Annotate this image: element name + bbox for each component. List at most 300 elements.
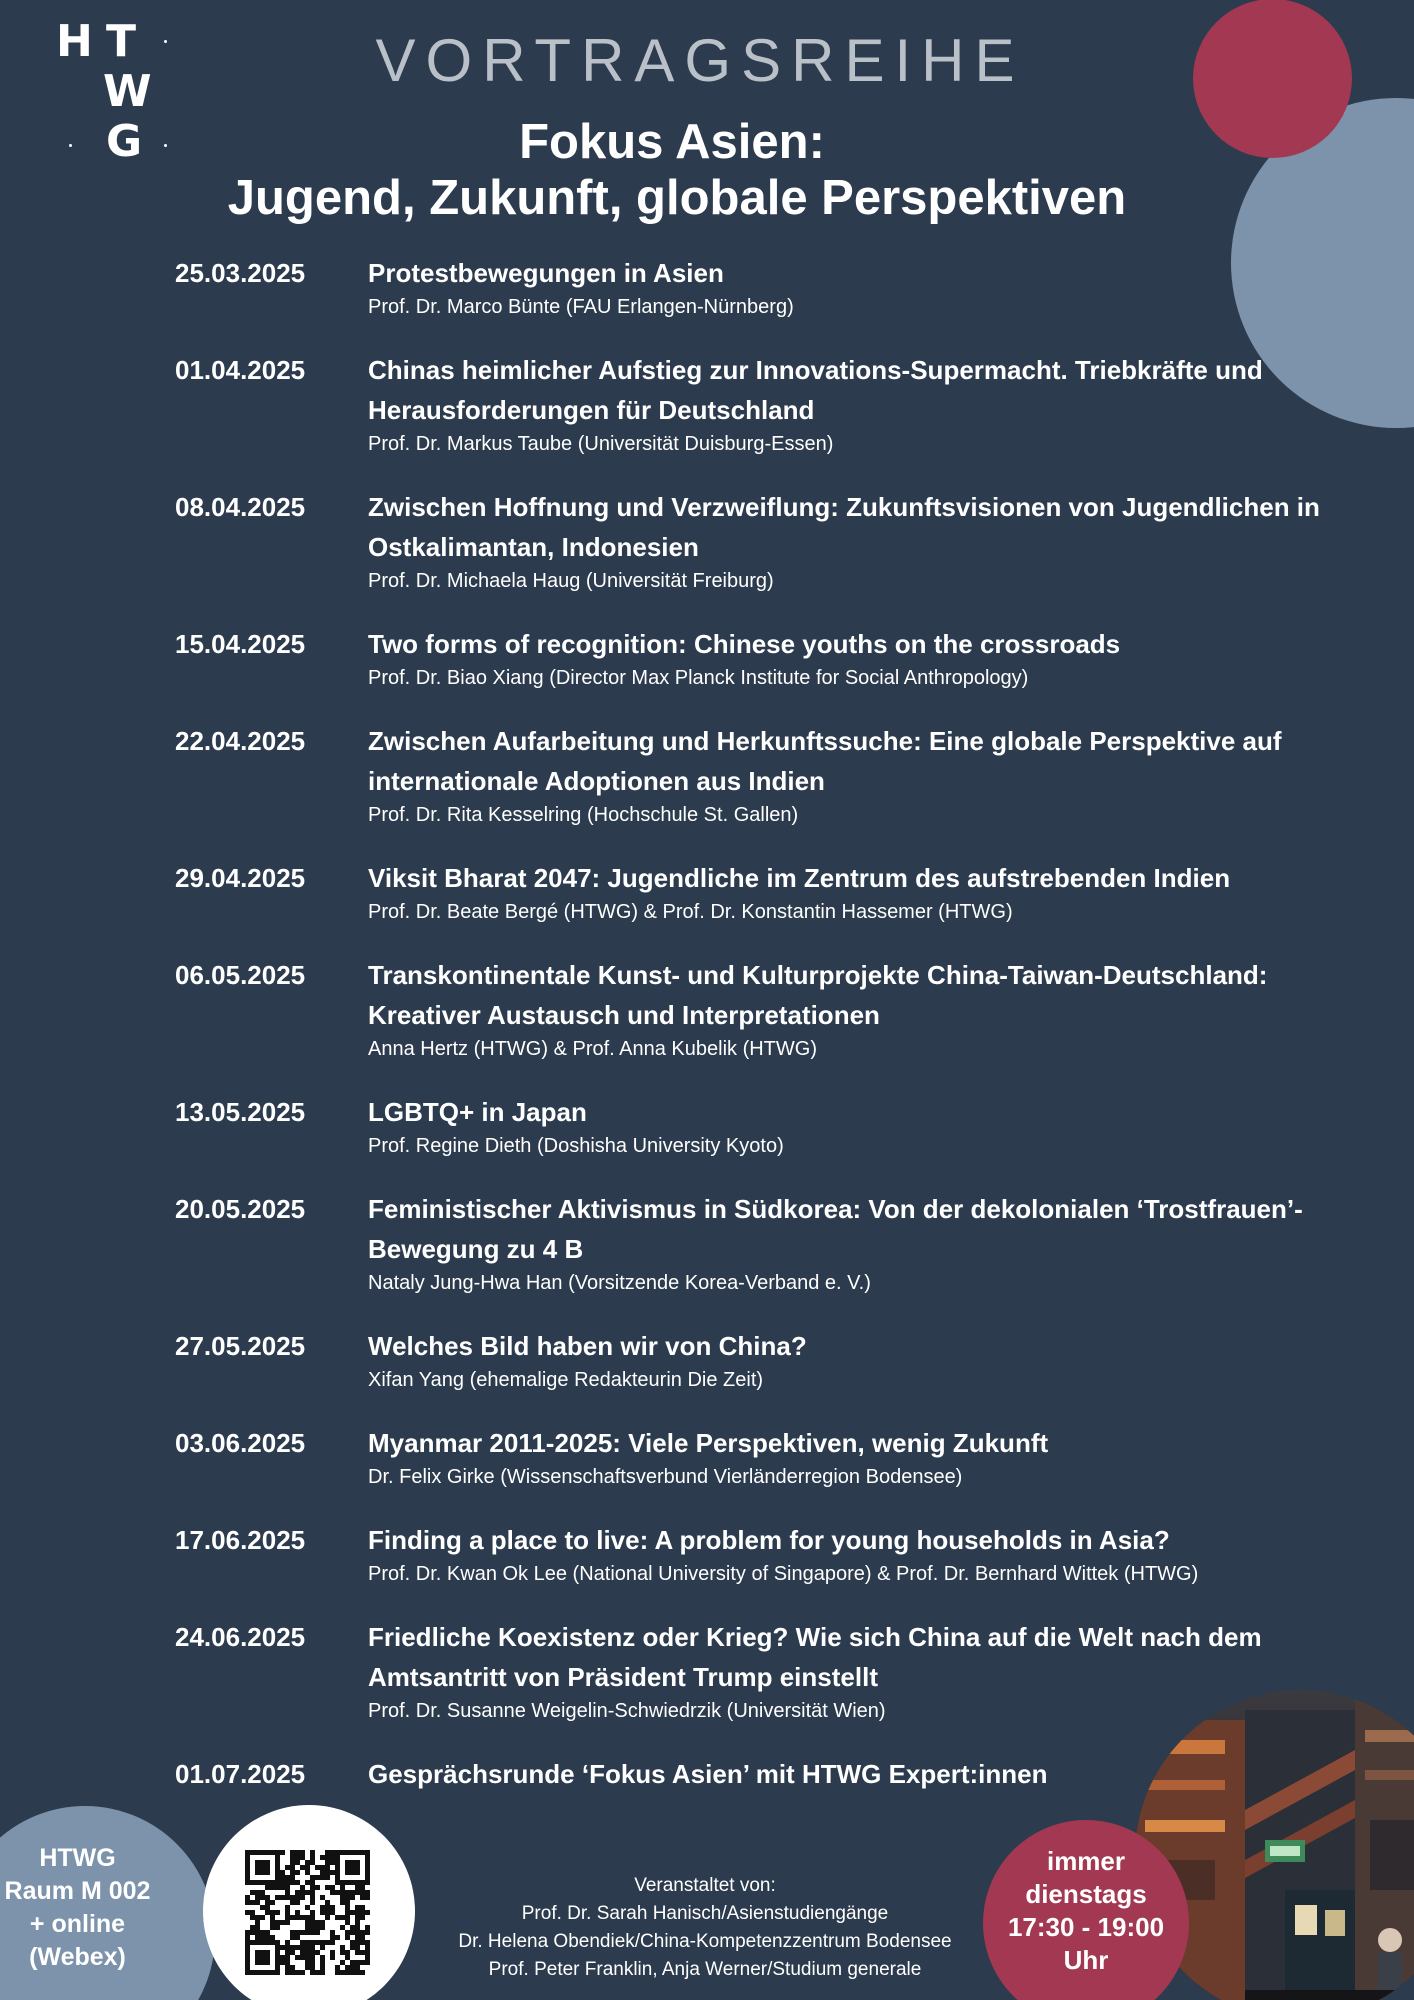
time-info (983, 1845, 1189, 1977)
qr-module (255, 1900, 260, 1905)
qr-module (355, 1960, 360, 1965)
qr-module (365, 1895, 370, 1900)
event-title: Welches Bild haben wir von China? (368, 1331, 807, 1361)
qr-module (285, 1865, 290, 1870)
qr-module (320, 1945, 325, 1950)
qr-module (360, 1940, 365, 1945)
qr-module (310, 1895, 315, 1900)
event-item (175, 350, 1325, 458)
qr-module (310, 1885, 315, 1890)
qr-module (310, 1945, 315, 1950)
qr-module (295, 1930, 300, 1935)
qr-module (345, 1935, 350, 1940)
logo-letter-w: W (103, 66, 152, 117)
qr-module (265, 1900, 270, 1905)
venue-info (0, 1842, 155, 1974)
event-title: Zwischen Aufarbeitung und Herkunftssuche: Eine globale Perspektive auf internationale Adoptionen aus Indien (368, 726, 1282, 796)
event-speaker: Prof. Dr. Michaela Haug (Universität Freiburg) (368, 570, 774, 592)
qr-module (355, 1940, 360, 1945)
qr-module (310, 1955, 315, 1960)
qr-module (355, 1935, 360, 1940)
qr-module (300, 1950, 305, 1955)
qr-module (295, 1890, 300, 1895)
qr-module (350, 1945, 355, 1950)
organizer-line: Dr. Helena Obendiek/China-Kompetenzzentrum Bodensee (458, 1931, 952, 1952)
qr-module (305, 1960, 310, 1965)
qr-module (285, 1915, 290, 1920)
qr-module (350, 1960, 355, 1965)
qr-module (320, 1865, 325, 1870)
qr-module (285, 1945, 290, 1950)
qr-module (315, 1920, 320, 1925)
qr-module (365, 1950, 370, 1955)
qr-module (305, 1860, 310, 1865)
event-speaker: Prof. Dr. Rita Kesselring (Hochschule St. Gallen) (368, 804, 799, 826)
qr-module (260, 1935, 265, 1940)
event-title: Zwischen Hoffnung und Verzweiflung: Zukunftsvisionen von Jugendlichen in Ostkalimantan, Indonesien (368, 492, 1320, 562)
event-details (368, 487, 1325, 595)
event-item (175, 1326, 1325, 1394)
qr-module (260, 1905, 265, 1910)
qr-module (360, 1910, 365, 1915)
qr-module (320, 1875, 325, 1880)
qr-module (245, 1930, 250, 1935)
qr-module (360, 1950, 365, 1955)
event-date: 15.04.2025 (175, 629, 306, 659)
qr-module (355, 1965, 360, 1970)
venue-line: (Webex) (29, 1943, 126, 1971)
qr-module (300, 1895, 305, 1900)
qr-module (270, 1920, 275, 1925)
qr-module (310, 1925, 315, 1930)
qr-module (355, 1945, 360, 1950)
event-details (368, 1520, 1325, 1588)
logo-letter-g: G (106, 116, 143, 167)
qr-module (270, 1925, 275, 1930)
event-item (175, 1423, 1325, 1491)
qr-module (290, 1880, 295, 1885)
qr-module (310, 1910, 315, 1915)
qr-module (285, 1880, 290, 1885)
qr-module (265, 1885, 270, 1890)
qr-module (280, 1870, 285, 1875)
event-speaker: Nataly Jung-Hwa Han (Vorsitzende Korea-Verband e. V.) (368, 1272, 871, 1294)
qr-module (330, 1910, 335, 1915)
qr-module (325, 1915, 330, 1920)
qr-module (340, 1900, 345, 1905)
logo-letter-h: H (56, 16, 93, 67)
logo-dot (164, 144, 167, 147)
qr-module (300, 1945, 305, 1950)
qr-module (320, 1870, 325, 1875)
event-item (175, 955, 1325, 1063)
event-speaker: Dr. Felix Girke (Wissenschaftsverbund Vierländerregion Bodensee) (368, 1466, 963, 1488)
qr-module (290, 1915, 295, 1920)
qr-module (350, 1940, 355, 1945)
qr-module (320, 1965, 325, 1970)
qr-module (285, 1955, 290, 1960)
qr-module (325, 1940, 330, 1945)
qr-module (290, 1935, 295, 1940)
qr-module (350, 1910, 355, 1915)
qr-module (345, 1965, 350, 1970)
organizer-heading: Veranstaltet von: (634, 1875, 776, 1896)
qr-module (345, 1895, 350, 1900)
qr-module (290, 1855, 295, 1860)
qr-module (265, 1935, 270, 1940)
qr-module (315, 1970, 320, 1975)
qr-module (335, 1965, 340, 1970)
qr-module (345, 1915, 350, 1920)
qr-module (265, 1910, 270, 1915)
qr-module (310, 1965, 315, 1970)
event-details (368, 624, 1325, 692)
event-title: Finding a place to live: A problem for young households in Asia? (368, 1525, 1170, 1555)
qr-code[interactable] (245, 1850, 370, 1975)
qr-module (350, 1890, 355, 1895)
qr-module (255, 1925, 260, 1930)
qr-module (280, 1920, 285, 1925)
qr-module (345, 1955, 350, 1960)
qr-finder (255, 1950, 270, 1965)
qr-module (360, 1935, 365, 1940)
organizer-line: Prof. Peter Franklin, Anja Werner/Studium generale (488, 1959, 922, 1980)
qr-module (270, 1935, 275, 1940)
qr-module (250, 1915, 255, 1920)
qr-module (340, 1970, 345, 1975)
qr-module (245, 1910, 250, 1915)
qr-module (305, 1915, 310, 1920)
qr-module (250, 1910, 255, 1915)
qr-module (365, 1890, 370, 1895)
qr-module (255, 1915, 260, 1920)
decorative-circle-red (1193, 0, 1352, 158)
event-title: Gesprächsrunde ‘Fokus Asien’ mit HTWG Expert:innen (368, 1759, 1048, 1789)
qr-module (290, 1875, 295, 1880)
qr-module (355, 1915, 360, 1920)
qr-module (290, 1900, 295, 1905)
qr-module (330, 1885, 335, 1890)
qr-module (320, 1920, 325, 1925)
qr-module (355, 1910, 360, 1915)
qr-module (355, 1950, 360, 1955)
qr-module (355, 1890, 360, 1895)
qr-module (270, 1915, 275, 1920)
event-title: Chinas heimlicher Aufstieg zur Innovations-Supermacht. Triebkräfte und Herausforderungen für Deutschland (368, 355, 1263, 425)
event-item (175, 1520, 1325, 1588)
qr-module (275, 1885, 280, 1890)
event-speaker: Prof. Dr. Markus Taube (Universität Duisburg-Essen) (368, 433, 834, 455)
qr-module (360, 1930, 365, 1935)
qr-module (340, 1885, 345, 1890)
event-details (368, 1326, 1325, 1394)
event-speaker: Prof. Dr. Beate Bergé (HTWG) & Prof. Dr. Konstantin Hassemer (HTWG) (368, 901, 1013, 923)
qr-module (285, 1910, 290, 1915)
qr-module (335, 1915, 340, 1920)
qr-module (310, 1855, 315, 1860)
qr-module (340, 1945, 345, 1950)
qr-module (325, 1875, 330, 1880)
htwg-logo (52, 18, 172, 168)
qr-module (245, 1895, 250, 1900)
qr-module (245, 1900, 250, 1905)
qr-module (305, 1965, 310, 1970)
qr-module (290, 1945, 295, 1950)
qr-module (285, 1960, 290, 1965)
qr-module (250, 1890, 255, 1895)
qr-module (255, 1890, 260, 1895)
qr-module (275, 1925, 280, 1930)
event-item (175, 487, 1325, 595)
qr-module (340, 1890, 345, 1895)
qr-module (325, 1855, 330, 1860)
qr-module (270, 1900, 275, 1905)
event-speaker: Anna Hertz (HTWG) & Prof. Anna Kubelik (HTWG) (368, 1038, 817, 1060)
qr-module (310, 1960, 315, 1965)
qr-module (350, 1895, 355, 1900)
qr-module (360, 1890, 365, 1895)
event-date: 20.05.2025 (175, 1194, 306, 1224)
qr-module (330, 1940, 335, 1945)
time-line: immer (1046, 1846, 1126, 1876)
qr-module (295, 1910, 300, 1915)
event-speaker: Xifan Yang (ehemalige Redakteurin Die Zeit) (368, 1369, 764, 1391)
qr-module (280, 1960, 285, 1965)
qr-module (310, 1940, 315, 1945)
qr-module (295, 1850, 300, 1855)
qr-module (260, 1890, 265, 1895)
qr-module (280, 1880, 285, 1885)
qr-module (310, 1915, 315, 1920)
qr-module (285, 1885, 290, 1890)
event-speaker: Prof. Dr. Marco Bünte (FAU Erlangen-Nürnberg) (368, 296, 794, 318)
qr-module (355, 1970, 360, 1975)
venue-line: HTWG (39, 1844, 116, 1872)
qr-module (300, 1930, 305, 1935)
event-title: LGBTQ+ in Japan (368, 1097, 587, 1127)
event-speaker: Prof. Dr. Susanne Weigelin-Schwiedrzik (Universität Wien) (368, 1700, 886, 1722)
qr-module (320, 1905, 325, 1910)
event-date: 22.04.2025 (175, 726, 306, 756)
qr-module (315, 1865, 320, 1870)
qr-module (310, 1920, 315, 1925)
qr-module (305, 1865, 310, 1870)
qr-module (330, 1955, 335, 1960)
qr-module (265, 1905, 270, 1910)
qr-finder (345, 1860, 360, 1875)
qr-module (300, 1865, 305, 1870)
qr-module (310, 1875, 315, 1880)
page-title-line-1: Fokus Asien: (519, 115, 825, 169)
qr-module (295, 1915, 300, 1920)
qr-module (330, 1890, 335, 1895)
qr-module (285, 1950, 290, 1955)
qr-module (340, 1895, 345, 1900)
qr-module (315, 1885, 320, 1890)
event-title: Viksit Bharat 2047: Jugendliche im Zentrum des aufstrebenden Indien (368, 863, 1231, 893)
qr-module (300, 1850, 305, 1855)
qr-module (365, 1910, 370, 1915)
qr-module (325, 1885, 330, 1890)
qr-module (260, 1915, 265, 1920)
qr-module (290, 1870, 295, 1875)
series-heading: VORTRAGSREIHE (375, 27, 1025, 94)
qr-module (270, 1910, 275, 1915)
qr-module (315, 1875, 320, 1880)
qr-module (280, 1955, 285, 1960)
qr-module (295, 1955, 300, 1960)
qr-module (270, 1885, 275, 1890)
qr-module (255, 1920, 260, 1925)
event-details (368, 1092, 1325, 1160)
qr-module (365, 1940, 370, 1945)
qr-module (340, 1960, 345, 1965)
logo-dot (164, 40, 167, 43)
qr-module (355, 1930, 360, 1935)
event-details (368, 350, 1325, 458)
qr-module (335, 1890, 340, 1895)
qr-module (330, 1950, 335, 1955)
qr-module (285, 1875, 290, 1880)
qr-module (360, 1970, 365, 1975)
qr-module (345, 1970, 350, 1975)
qr-module (355, 1925, 360, 1930)
qr-module (325, 1910, 330, 1915)
event-date: 29.04.2025 (175, 863, 306, 893)
event-speaker: Prof. Regine Dieth (Doshisha University Kyoto) (368, 1135, 784, 1157)
qr-module (290, 1965, 295, 1970)
qr-module (325, 1860, 330, 1865)
qr-module (295, 1860, 300, 1865)
qr-module (360, 1885, 365, 1890)
qr-module (330, 1930, 335, 1935)
qr-module (295, 1935, 300, 1940)
event-title: Protestbewegungen in Asien (368, 258, 724, 288)
qr-module (255, 1895, 260, 1900)
event-details (368, 1423, 1325, 1491)
time-line: dienstags (1025, 1879, 1147, 1909)
qr-module (295, 1970, 300, 1975)
event-details (368, 858, 1325, 926)
qr-module (360, 1960, 365, 1965)
event-date: 17.06.2025 (175, 1525, 306, 1555)
qr-module (305, 1880, 310, 1885)
qr-module (330, 1935, 335, 1940)
qr-module (250, 1900, 255, 1905)
qr-module (345, 1905, 350, 1910)
qr-module (295, 1945, 300, 1950)
event-title: Friedliche Koexistenz oder Krieg? Wie sich China auf die Welt nach dem Amtsantritt von Präsident Trump einstellt (368, 1622, 1262, 1692)
qr-module (310, 1860, 315, 1865)
qr-module (330, 1860, 335, 1865)
event-item (175, 624, 1325, 692)
qr-module (300, 1855, 305, 1860)
qr-module (320, 1895, 325, 1900)
qr-module (320, 1970, 325, 1975)
qr-module (275, 1920, 280, 1925)
qr-module (345, 1930, 350, 1935)
qr-module (300, 1970, 305, 1975)
event-date: 25.03.2025 (175, 258, 306, 288)
qr-module (350, 1925, 355, 1930)
qr-module (340, 1915, 345, 1920)
qr-module (285, 1920, 290, 1925)
qr-module (365, 1945, 370, 1950)
venue-line: + online (29, 1910, 126, 1938)
qr-module (305, 1890, 310, 1895)
qr-module (335, 1970, 340, 1975)
qr-module (305, 1920, 310, 1925)
qr-module (305, 1925, 310, 1930)
qr-module (285, 1970, 290, 1975)
qr-module (285, 1965, 290, 1970)
event-date: 03.06.2025 (175, 1428, 306, 1458)
qr-module (310, 1890, 315, 1895)
qr-module (315, 1925, 320, 1930)
event-date: 06.05.2025 (175, 960, 306, 990)
qr-module (295, 1855, 300, 1860)
event-date: 01.04.2025 (175, 355, 306, 385)
qr-module (325, 1850, 330, 1855)
qr-module (325, 1865, 330, 1870)
qr-module (295, 1895, 300, 1900)
logo-dot (69, 144, 72, 147)
qr-module (340, 1950, 345, 1955)
qr-module (335, 1935, 340, 1940)
qr-module (365, 1925, 370, 1930)
event-title: Feministischer Aktivismus in Südkorea: Von der dekolonialen ‘Trostfrauen’-Bewegung zu 4 B (368, 1194, 1303, 1264)
qr-module (280, 1885, 285, 1890)
qr-module (250, 1925, 255, 1930)
qr-module (340, 1925, 345, 1930)
qr-module (260, 1930, 265, 1935)
qr-module (320, 1910, 325, 1915)
event-list (175, 253, 1325, 1823)
event-title: Two forms of recognition: Chinese youths on the crossroads (368, 629, 1121, 659)
qr-module (315, 1950, 320, 1955)
qr-module (280, 1895, 285, 1900)
qr-module (265, 1895, 270, 1900)
qr-module (290, 1970, 295, 1975)
qr-module (305, 1940, 310, 1945)
page-title-line-2: Jugend, Zukunft, globale Perspektiven (227, 171, 1127, 225)
qr-module (285, 1895, 290, 1900)
qr-module (360, 1915, 365, 1920)
qr-module (290, 1865, 295, 1870)
qr-module (330, 1855, 335, 1860)
event-item (175, 858, 1325, 926)
qr-module (305, 1870, 310, 1875)
qr-module (345, 1900, 350, 1905)
qr-module (330, 1905, 335, 1910)
event-date: 08.04.2025 (175, 492, 306, 522)
qr-module (300, 1885, 305, 1890)
qr-module (290, 1950, 295, 1955)
qr-module (305, 1950, 310, 1955)
qr-module (355, 1905, 360, 1910)
qr-module (310, 1950, 315, 1955)
qr-module (255, 1930, 260, 1935)
qr-module (330, 1870, 335, 1875)
event-item (175, 721, 1325, 829)
qr-module (330, 1850, 335, 1855)
qr-module (345, 1920, 350, 1925)
qr-module (365, 1960, 370, 1965)
qr-module (255, 1935, 260, 1940)
qr-module (320, 1925, 325, 1930)
qr-module (310, 1930, 315, 1935)
qr-module (310, 1900, 315, 1905)
